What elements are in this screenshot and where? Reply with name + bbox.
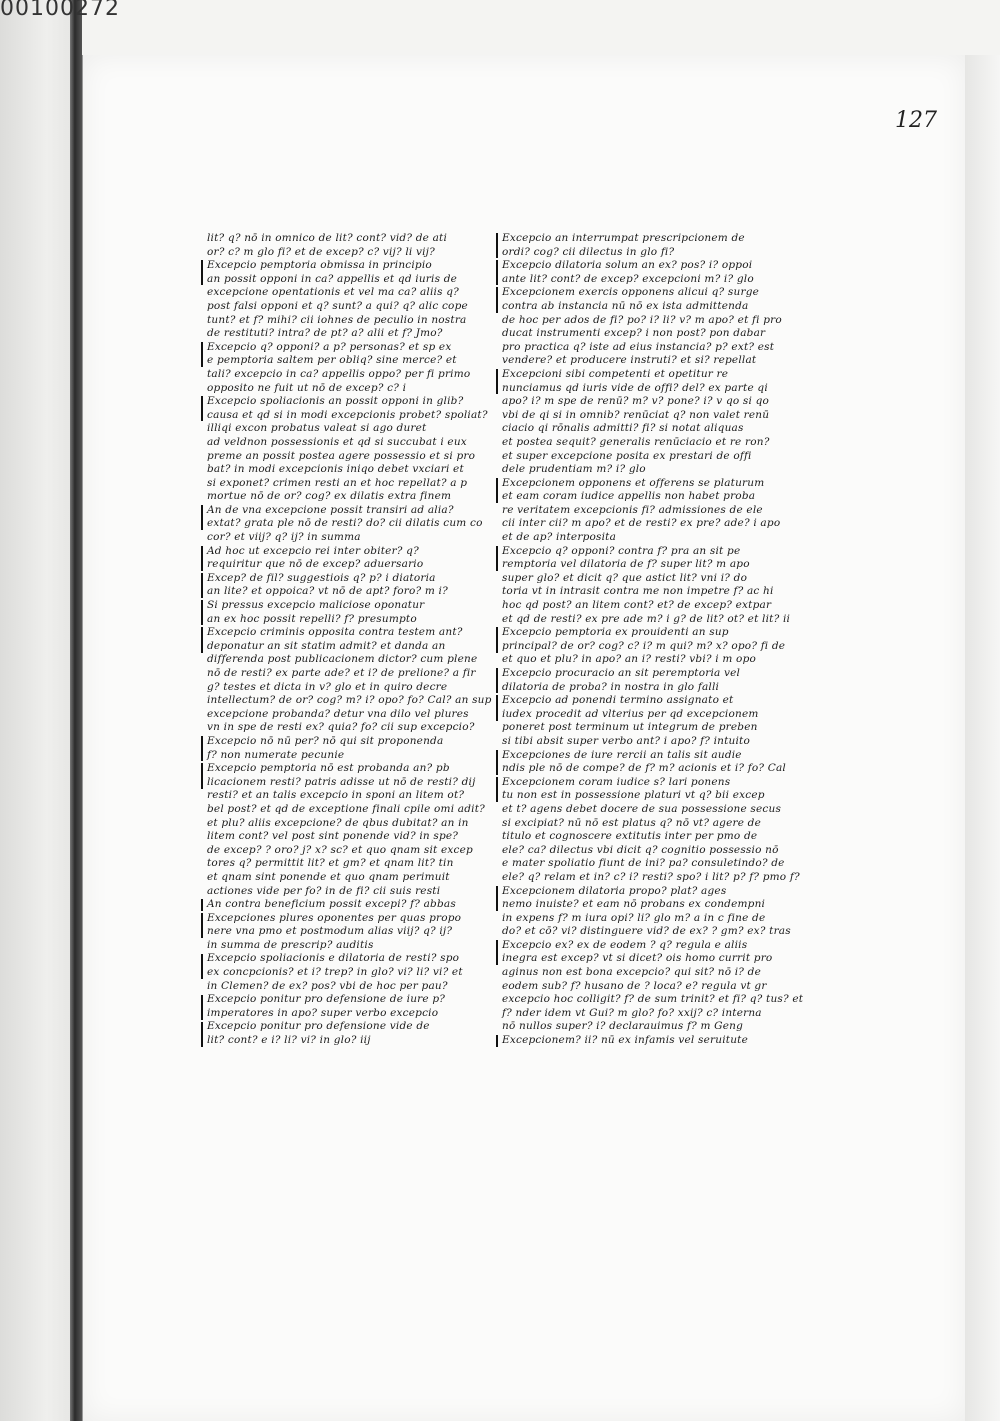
manuscript-line: preme an possit postea agere possessio et si pro (207, 449, 476, 462)
manuscript-line: Excepcionem exercis opponens alicui q? surge (502, 286, 760, 299)
manuscript-line: tunt? et f? mihi? cii iohnes de peculio in nostra (207, 313, 467, 326)
paragraph-mark (201, 736, 203, 761)
manuscript-line: dilatoria de proba? in nostra in glo falli (502, 680, 720, 693)
manuscript-line: dele prudentiam m? i? glo (502, 463, 646, 476)
left-text-column (207, 232, 492, 1048)
paragraph-mark (201, 260, 203, 285)
manuscript-line: de hoc per ados de fi? po? i? li? v? m apo? et fi pro (502, 313, 782, 326)
manuscript-line: Excepciones plures oponentes per quas propo (207, 911, 462, 924)
manuscript-line: ele? ca? dilectus vbi dicit q? cognitio possessio nō (502, 843, 779, 856)
manuscript-line: Excepcio ponitur pro defensione vide de (207, 1020, 430, 1033)
right-text-column (502, 232, 804, 1048)
manuscript-line: et qd de resti? ex pre ade m? i g? de lit? ot? et lit? ii (502, 612, 791, 625)
manuscript-line: Ad hoc ut excepcio rei inter obiter? q? (207, 544, 419, 557)
manuscript-line: or? c? m glo fi? et de excep? c? vij? li vij? (207, 245, 435, 258)
book-gutter (70, 0, 82, 1421)
manuscript-line: g? testes et dicta in v? glo et in quiro decre (207, 680, 448, 693)
manuscript-line: ciacio qi rōnalis admitti? fi? si notat aliquas (502, 422, 744, 435)
paragraph-mark (201, 627, 203, 652)
manuscript-line: intellectum? de or? cog? m? i? opo? fo? Cal? an sup (207, 694, 492, 707)
manuscript-line: de excep? ? oro? j? x? sc? et quo qnam sit excep (207, 843, 473, 856)
paragraph-mark (201, 505, 203, 530)
folio-number: 127 (895, 108, 937, 133)
paragraph-mark (496, 287, 498, 312)
paragraph-mark (201, 954, 203, 979)
manuscript-line: Si pressus excepcio maliciose oponatur (207, 599, 425, 612)
manuscript-line: differenda post publicacionem dictor? cum plene (207, 653, 478, 666)
manuscript-line: hoc qd post? an litem cont? et? de excep? extpar (502, 599, 772, 612)
manuscript-line: requiritur que nō de excep? aduersario (207, 558, 424, 571)
manuscript-line: lit? cont? e i? li? vi? in glo? iij (207, 1034, 371, 1047)
paragraph-mark (201, 342, 203, 367)
manuscript-line: et eam coram iudice appellis non habet proba (502, 490, 756, 503)
manuscript-line: Excepcio pemptoria ex prouidenti an sup (502, 626, 729, 639)
manuscript-line: licacionem resti? patris adisse ut nō de resti? dij (207, 775, 476, 788)
manuscript-line: et super excepcione posita ex prestari de offi (502, 449, 752, 462)
paragraph-mark (201, 546, 203, 571)
manuscript-line: excepcione opentationis et vel ma ca? aliis q? (207, 286, 459, 299)
paragraph-mark (496, 1035, 498, 1047)
manuscript-line: f? non numerate pecunie (207, 748, 345, 761)
manuscript-line: Excepcio pemptoria nō est probanda an? pb (207, 762, 450, 775)
manuscript-line: deponatur an sit statim admit? et danda an (207, 639, 446, 652)
paragraph-mark (496, 260, 498, 285)
paragraph-mark (201, 913, 203, 938)
manuscript-line: Excepcio q? opponi? a p? personas? et sp ex (207, 340, 452, 353)
manuscript-line: si exponet? crimen resti an et hoc repellat? a p (207, 476, 468, 489)
manuscript-line: excepcione probanda? detur vna dilo vel plures (207, 707, 469, 720)
manuscript-line: ndis ple nō de compe? de f? m? acionis et i? fo? Cal (502, 762, 786, 775)
manuscript-line: Excepcionem? ii? nū ex infamis vel seruitute (502, 1034, 748, 1047)
manuscript-line: litem cont? vel post sint ponende vid? in spe? (207, 830, 459, 843)
manuscript-line: Excepcioni sibi competenti et opetitur re (502, 367, 729, 380)
manuscript-line: cii inter cii? m apo? et de resti? ex pre? ade? i apo (502, 517, 781, 530)
manuscript-line: tali? excepcio in ca? appellis oppo? per fi primo (207, 367, 471, 380)
manuscript-line: Excepcio nō nū per? nō qui sit proponenda (207, 734, 444, 747)
manuscript-line: Excepcio spoliacionis an possit opponi in glib? (207, 395, 464, 408)
manuscript-line: eodem sub? f? husano de ? loca? e? regula vt gr (502, 979, 767, 992)
manuscript-line: super glo? et dicit q? que astict lit? vni i? do (502, 571, 748, 584)
manuscript-line: Excepcio dilatoria solum an ex? pos? i? oppoi (502, 259, 753, 272)
paragraph-mark (201, 763, 203, 788)
manuscript-line: excepcio hoc colligit? f? de sum trinit? et fi? q? tus? et (502, 993, 804, 1006)
manuscript-line: illiqi excon probatus valeat si ago duret (207, 422, 427, 435)
paragraph-mark (496, 668, 498, 693)
manuscript-line: actiones vide per fo? in de fi? cii suis resti (207, 884, 441, 897)
manuscript-line: ele? q? relam et in? c? i? resti? spo? i lit? p? f? pmo f? (502, 870, 800, 883)
manuscript-line: et de ap? interposita (502, 531, 617, 544)
manuscript-line: Excepcio pemptoria obmissa in principio (207, 259, 432, 272)
manuscript-line: in summa de prescrip? auditis (207, 938, 374, 951)
manuscript-line: do? et cō? vi? distinguere vid? de ex? ? gm? ex? tras (502, 925, 791, 938)
left-page-edge (0, 0, 78, 1421)
manuscript-line: post falsi opponi et q? sunt? a qui? q? alic cope (207, 299, 468, 312)
right-page-edge (965, 55, 1000, 1421)
manuscript-line: Excepcionem coram iudice s? lari ponens (502, 775, 731, 788)
manuscript-line: nō nullos super? i? declarauimus f? m Geng (502, 1020, 744, 1033)
manuscript-line: et t? agens debet docere de sua possessione secus (502, 802, 782, 815)
manuscript-line: e mater spoliatio fiunt de ini? pa? consuletindo? de (502, 857, 785, 870)
manuscript-line: si tibi absit super verbo ant? i apo? f? intuito (502, 734, 750, 747)
manuscript-line: an possit opponi in ca? appellis et qd iuris de (207, 272, 458, 285)
manuscript-line: an lite? et oppoica? vt nō de apt? foro? m i? (207, 585, 448, 598)
paragraph-mark (496, 369, 498, 394)
manuscript-line: et quo et plu? in apo? an i? resti? vbi? i m opo (502, 653, 757, 666)
manuscript-line: Excepcio ex? ex de eodem ? q? regula e aliis (502, 938, 748, 951)
manuscript-line: de restituti? intra? de pt? a? alii et f? Jmo? (207, 327, 443, 340)
manuscript-line: principal? de or? cog? c? i? m qui? m? x? opo? fi de (502, 639, 786, 652)
paragraph-mark (201, 573, 203, 598)
manuscript-line: extat? grata ple nō de resti? do? cii dilatis cum co (207, 517, 483, 530)
manuscript-line: bel post? et qd de exceptione finali cpile omi adit? (207, 802, 485, 815)
paragraph-mark (201, 899, 203, 911)
manuscript-line: et postea sequit? generalis renūciacio et re ron? (502, 435, 770, 448)
paragraph-mark (496, 940, 498, 965)
manuscript-line: e pemptoria saltem per obliq? sine merce? et (207, 354, 457, 367)
manuscript-line: ex concpcionis? et i? trep? in glo? vi? li? vi? et (207, 966, 463, 979)
manuscript-line: vbi de qi si in omnib? renūciat q? non valet renū (502, 408, 770, 421)
manuscript-line: Excepcio spoliacionis e dilatoria de resti? spo (207, 952, 460, 965)
manuscript-line: An contra beneficium possit excepi? f? abbas (207, 898, 456, 911)
manuscript-line: tu non est in possessione platuri vt q? bii excep (502, 789, 765, 802)
manuscript-line: titulo et cognoscere extitutis inter per pmo de (502, 830, 758, 843)
manuscript-line: vendere? et producere instruti? et si? repellat (502, 354, 757, 367)
manuscript-line: nunciamus qd iuris vide de offi? del? ex parte qi (502, 381, 768, 394)
manuscript-line: et qnam sint ponende et quo qnam perimuit (207, 870, 450, 883)
manuscript-line: re veritatem excepcionis fi? admissiones de ele (502, 503, 763, 516)
manuscript-line: in Clemen? de ex? pos? vbi de hoc per pau? (207, 979, 448, 992)
manuscript-line: An de vna excepcione possit transiri ad alia? (207, 503, 454, 516)
manuscript-line: nemo inuiste? et eam nō probans ex condempni (502, 898, 766, 911)
paragraph-mark (496, 233, 498, 258)
manuscript-line: remptoria vel dilatoria de f? super lit? m apo (502, 558, 750, 571)
manuscript-line: si excipiat? nū nō est platus q? nō vt? agere de (502, 816, 762, 829)
manuscript-line: Excepciones de iure rercii an talis sit audie (502, 748, 742, 761)
manuscript-line: et plu? aliis excepcione? de qbus dubitat? an in (207, 816, 469, 829)
manuscript-line: Excepcio ad ponendi termino assignato et (502, 694, 734, 707)
manuscript-line: Excepcio ponitur pro defensione de iure p? (207, 993, 446, 1006)
scan-identifier: 00100272 (0, 0, 120, 21)
manuscript-line: Excepcio q? opponi? contra f? pra an sit pe (502, 544, 741, 557)
manuscript-line: ante lit? cont? de excep? excepcioni m? i? glo (502, 272, 754, 285)
manuscript-line: pro practica q? iste ad eius instancia? p? ext? est (502, 340, 775, 353)
paragraph-mark (496, 886, 498, 911)
manuscript-line: bat? in modi excepcionis iniqo debet vxciari et (207, 463, 464, 476)
paragraph-mark (496, 750, 498, 775)
manuscript-line: ad veldnon possessionis et qd si succubat i eux (207, 435, 467, 448)
manuscript-line: cor? et viij? q? ij? in summa (207, 531, 361, 544)
manuscript-line: mortue nō de or? cog? ex dilatis extra finem (207, 490, 452, 503)
paragraph-mark (496, 695, 498, 720)
manuscript-line: contra ab instancia nū nō ex ista admittenda (502, 299, 749, 312)
paragraph-mark (201, 600, 203, 625)
manuscript-line: tores q? permittit lit? et gm? et qnam lit? tin (207, 857, 454, 870)
paragraph-mark (201, 396, 203, 421)
manuscript-line: Excepcionem opponens et offerens se platurum (502, 476, 765, 489)
manuscript-line: Excepcio criminis opposita contra testem ant? (207, 626, 463, 639)
manuscript-line: causa et qd si in modi excepcionis probet? spoliat? (207, 408, 488, 421)
manuscript-line: nere vna pmo et postmodum alias viij? q? ij? (207, 925, 453, 938)
manuscript-line: iudex procedit ad vlterius per qd excepcionem (502, 707, 759, 720)
manuscript-line: Excepcio procuracio an sit peremptoria vel (502, 667, 741, 679)
manuscript-line: apo? i? m spe de renū? m? v? pone? i? v qo si qo (502, 395, 770, 408)
manuscript-line: imperatores in apo? super verbo excepcio (207, 1006, 439, 1019)
manuscript-line: Excep? de fil? suggestiois q? p? i diatoria (207, 571, 436, 584)
manuscript-line: Excepcio an interrumpat prescripcionem de (502, 232, 745, 244)
manuscript-line: resti? et an talis excepcio in sponi an litem ot? (207, 789, 465, 802)
manuscript-line: opposito ne fuit ut nō de excep? c? i (207, 381, 407, 394)
manuscript-line: aginus non est bona excepcio? qui sit? nō i? de (502, 966, 762, 979)
manuscript-line: inegra est excep? vt si dicet? ois homo currit pro (502, 952, 773, 965)
manuscript-line: f? nder idem vt Gui? m glo? fo? xxij? c? interna (502, 1006, 762, 1019)
paragraph-mark (201, 1022, 203, 1047)
paragraph-mark (496, 478, 498, 503)
manuscript-line: vn in spe de resti ex? quia? fo? cii sup excepcio? (207, 721, 475, 734)
paragraph-mark (496, 546, 498, 571)
manuscript-line: poneret post terminum ut integrum de preben (502, 721, 758, 734)
manuscript-line: toria vt in intrasit contra me non impetre f? ac hi (502, 585, 774, 598)
manuscript-line: in expens f? m iura opi? li? glo m? a in c fine de (502, 911, 766, 924)
paragraph-mark (496, 627, 498, 652)
manuscript-line: Excepcionem dilatoria propo? plat? ages (502, 884, 727, 897)
paragraph-mark (496, 777, 498, 802)
manuscript-line: lit? q? nō in omnico de lit? cont? vid? de ati (207, 232, 448, 244)
manuscript-line: ducat instrumenti excep? i non post? pon dabar (502, 327, 766, 340)
manuscript-line: an ex hoc possit repelli? f? presumpto (207, 612, 417, 625)
paragraph-mark (201, 995, 203, 1020)
manuscript-line: nō de resti? ex parte ade? et i? de prelione? a fir (207, 667, 476, 679)
manuscript-line: ordi? cog? cii dilectus in glo fi? (502, 245, 675, 258)
